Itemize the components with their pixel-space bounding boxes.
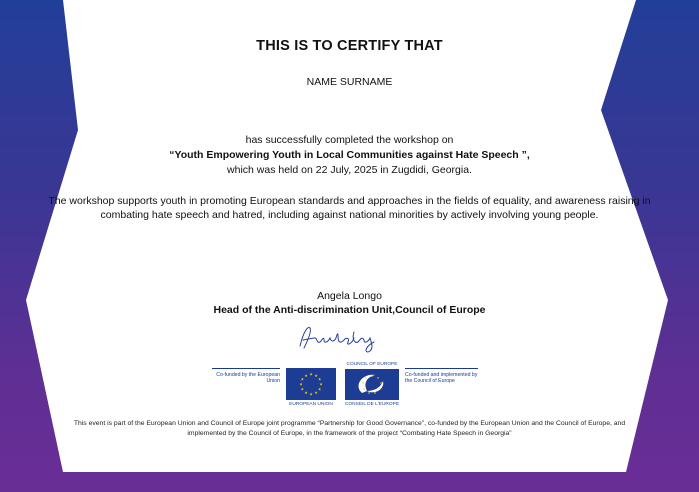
signature: [294, 320, 384, 354]
completed-line: has successfully completed the workshop on: [245, 134, 454, 146]
coe-emblem-icon: [345, 369, 399, 400]
svg-text:★: ★: [362, 387, 366, 391]
svg-text:★: ★: [317, 376, 322, 382]
svg-text:★: ★: [379, 381, 383, 385]
svg-text:★: ★: [300, 376, 305, 382]
signer-name: Angela Longo: [317, 290, 382, 302]
certificate-heading: THIS IS TO CERTIFY THAT: [256, 38, 443, 54]
svg-text:★: ★: [300, 386, 305, 392]
svg-text:★: ★: [309, 391, 313, 397]
svg-text:★: ★: [314, 372, 318, 378]
eu-flag-icon: [286, 368, 336, 400]
cofunded-coe-label: Co-funded and implemented by the Council of Europe: [405, 368, 478, 384]
svg-text:★: ★: [299, 381, 303, 387]
funding-logos: [0, 362, 699, 412]
svg-text:★: ★: [367, 391, 371, 395]
coe-top-label: COUNCIL OF EUROPE: [346, 362, 398, 367]
footer-note: This event is part of the European Union and Council of Europe joint programme “Partnership for Good Governance”, co-funded by the European Union and the Council of Europe, and implemented by the Council of Europe, in the framework of the project “Combating Hate Speech in Georgia”: [73, 420, 626, 437]
svg-text:★: ★: [376, 376, 380, 380]
svg-text:★: ★: [364, 376, 368, 380]
eu-caption: EUROPEAN UNION: [289, 402, 333, 407]
svg-text:★: ★: [370, 374, 374, 378]
signer-role: Head of the Anti-discrimination Unit,Council of Europe: [213, 304, 486, 316]
svg-text:★: ★: [309, 371, 313, 377]
svg-text:★: ★: [319, 381, 323, 387]
svg-text:★: ★: [314, 390, 318, 395]
held-line: which was held on 22 July, 2025 in Zugdidi, Georgia.: [227, 164, 472, 176]
svg-text:★: ★: [304, 372, 308, 378]
workshop-title: “Youth Empowering Youth in Local Communities against Hate Speech ”,: [169, 149, 530, 161]
svg-text:★: ★: [304, 390, 308, 395]
svg-text:★: ★: [361, 381, 365, 385]
coe-caption: CONSEIL DE L'EUROPE: [344, 402, 400, 407]
cofunded-eu-label: Co-funded by the European Union: [212, 368, 280, 384]
workshop-description: The workshop supports youth in promoting European standards and approaches in the fields of equality, and awareness raising in combating hate speech and hatred, including against national minorities by actively involving young people.: [48, 195, 651, 221]
svg-text:★: ★: [378, 387, 382, 391]
council-of-europe-logo-icon: [345, 369, 399, 400]
eu-stars-icon: [286, 368, 336, 400]
svg-text:★: ★: [317, 386, 322, 392]
recipient-name: NAME SURNAME: [306, 76, 393, 88]
svg-text:★: ★: [373, 391, 377, 395]
